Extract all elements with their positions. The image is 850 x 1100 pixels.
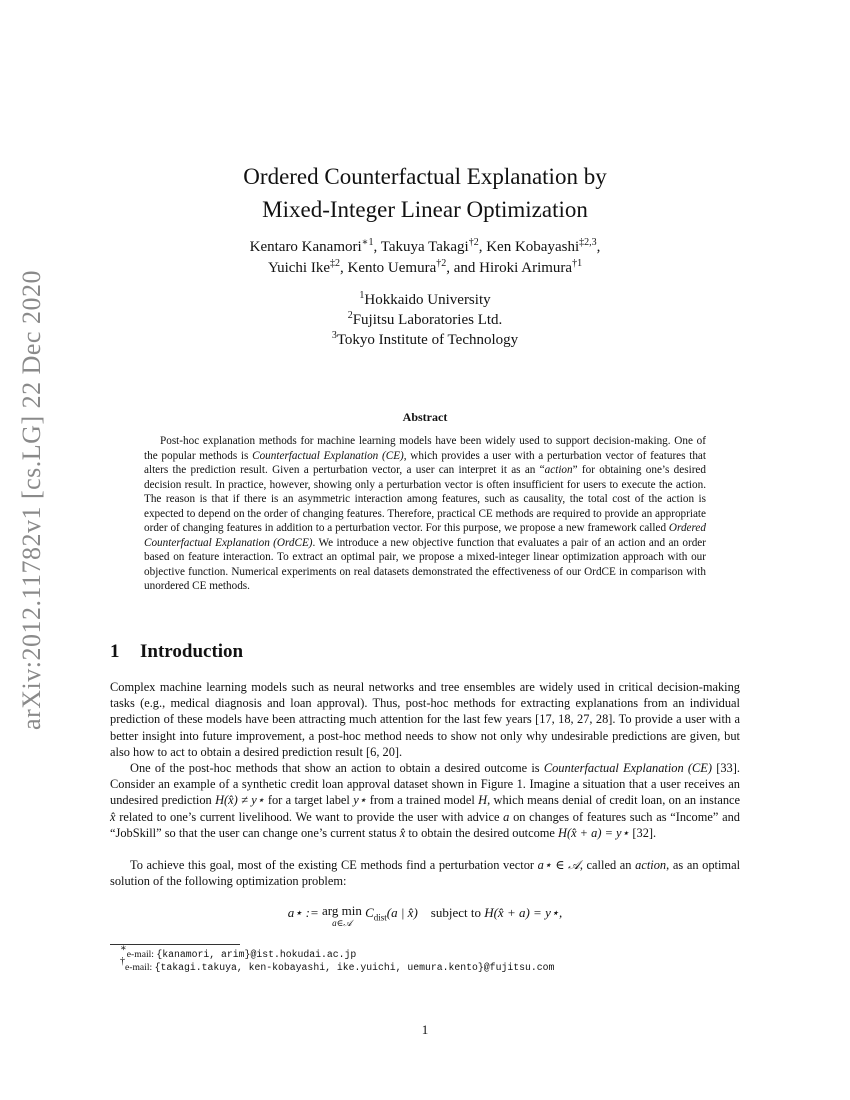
text-run: , as an optimal solution of the following optimization problem: — [110, 858, 741, 889]
author-mark: †1 — [572, 258, 583, 269]
author-list — [110, 237, 740, 279]
section-heading — [110, 641, 243, 663]
text-run: , called an — [579, 858, 636, 872]
text-run: on changes of features such as “Income” and “JobSkill” so that the user can change one’s current status — [110, 809, 741, 840]
eq-argmin — [322, 905, 362, 929]
text-run: [33]. Consider an example of a synthetic credit loan approval dataset shown in Figure 1. Imagine a situation that a user receives an undesired prediction — [110, 761, 740, 808]
title-line-2: Mixed-Integer Linear Optimization — [262, 197, 588, 222]
footnote-label: e-mail: — [125, 962, 155, 973]
abstract-heading: Abstract — [402, 410, 448, 424]
optimization-equation — [110, 905, 740, 929]
affiliation-num: 3 — [331, 330, 337, 341]
author-line-2: Yuichi Ike$^{\ddagger 2}$, Kento Uemura$^{\dagger 2}$, and Hiroki Arimura$^{\dagger 1}$ — [267, 258, 583, 276]
affiliation-num: 1 — [359, 290, 365, 301]
title-line-1: Ordered Counterfactual Explanation by — [243, 164, 607, 189]
text-run: , which means denial of credit loan, on an instance — [487, 793, 741, 808]
footnote-rule — [110, 944, 240, 945]
footnote-mark: ∗ — [120, 943, 127, 954]
footnote-label: e-mail: — [126, 949, 157, 960]
author-mark: ‡2 — [330, 258, 341, 269]
abstract-term: Ordered Counterfactual Explanation (OrdCE) — [144, 522, 706, 549]
abstract-part: ” for obtaining one’s desired decision result. In practice, however, showing only a perturbation vector is often insufficient for users to execute the action. The reason is that if there is an asymmetric interaction among features, such as causality, the total cost of the action is expected to depend on the order of changing features. Therefore, practical CE methods are required to provide an appropriate order of changing features in addition to a perturbation vector. For this purpose, we propose a new framework called — [144, 464, 706, 534]
abstract-term: Counterfactual Explanation (CE) — [252, 449, 404, 462]
abstract-part: , which provides a user with a perturbation vector of features that alters the prediction result. Given a perturbation vector, a user can interpret it as an “ — [144, 449, 706, 476]
text-run: One of the post-hoc methods that show an action to obtain a desired outcome is — [130, 761, 544, 775]
author-name: Ken Kobayashi — [486, 239, 580, 255]
author-name: Kentaro Kanamori — [249, 239, 362, 255]
text-run: to obtain the desired outcome — [405, 825, 559, 840]
eq-op-text: arg min — [321, 903, 362, 918]
author-name: Hiroki Arimura — [479, 260, 573, 276]
eq-lhs: a⋆ := — [287, 905, 322, 920]
intro-paragraph-1: Complex machine learning models such as neural networks and tree ensembles are widely used in critical decision-making tasks (e.g., medical diagnosis and loan approval). Thus, post-hoc methods for extracting explanations from an individual prediction of these models have been attracting much attention for the last few years [17, 18, 27, 28]. To provide a user with a better insight into future improvement, a post-hoc method needs to show not only why undesirable predictions are given, but also how to act to obtain a desired prediction result [6, 20]. — [110, 680, 740, 759]
math: x̂ — [399, 825, 406, 840]
eq-constraint: H(x̂ + a) = y⋆, — [484, 905, 563, 920]
author-line-1: Kentaro Kanamori$^{∗1}$, Takuya Takagi$^{\dagger 2}$, Ken Kobayashi$^{\ddagger 2,3}$, — [249, 237, 601, 255]
author-name: Kento Uemura — [347, 260, 437, 276]
affiliation — [110, 330, 740, 350]
eq-constraint-text: subject to — [430, 905, 485, 920]
section-number: 1 — [110, 641, 120, 662]
math: y⋆ — [353, 793, 367, 808]
affiliation-num: 2 — [347, 310, 353, 321]
affiliation — [110, 310, 740, 330]
math: x̂ — [110, 809, 116, 824]
abstract-part: Post-hoc explanation methods for machine learning models have been widely used to support decision-making. One of the popular methods is — [144, 435, 706, 462]
footnote-email: {takagi.takuya, ken-kobayashi, ike.yuichi, uemura.kento}@fujitsu.com — [154, 962, 555, 973]
math: H(x̂ + a) = y⋆ — [558, 825, 630, 840]
intro-paragraph-2 — [110, 760, 740, 841]
affiliation-name: Hokkaido University — [364, 292, 491, 308]
text-run: To achieve this goal, most of the existing CE methods find a perturbation vector — [130, 858, 538, 872]
author-mark: †2 — [436, 258, 447, 269]
arxiv-id: arXiv:2012.11782v1 [cs.LG] 22 Dec 2020 — [17, 270, 46, 730]
abstract-text — [144, 434, 706, 594]
footnote-mark: † — [120, 956, 125, 967]
eq-objective-arg: (a | x̂) — [386, 905, 418, 920]
abstract-term: action — [544, 464, 573, 476]
author-mark: ∗1 — [361, 237, 374, 248]
affiliation-list — [110, 290, 740, 350]
footnote — [120, 956, 555, 974]
math: a — [503, 809, 510, 824]
affiliation-name: Tokyo Institute of Technology — [336, 332, 519, 348]
footnote — [120, 943, 554, 961]
eq-objective: C — [361, 905, 374, 920]
footnote-email: {kanamori, arim}@ist.hokudai.ac.jp — [156, 949, 357, 960]
term: action — [635, 858, 667, 872]
author-name: Takuya Takagi — [380, 239, 469, 255]
text-run: related to one’s current livelihood. We want to provide the user with advice — [115, 809, 504, 824]
arxiv-sidebar-stamp — [3, 270, 61, 730]
affiliation-name: Fujitsu Laboratories Ltd. — [352, 312, 503, 328]
author-name: Yuichi Ike — [267, 260, 331, 276]
text-run: from a trained model — [366, 793, 479, 808]
paper-title — [110, 160, 740, 226]
text-run: for a target label — [264, 793, 354, 808]
math: H — [478, 793, 488, 808]
abstract-part: . We introduce a new objective function that evaluates a pair of an action and an order based on feature interaction. To extract an optimal pair, we propose a mixed-integer linear optimization approach with our objective function. Numerical experiments on real datasets demonstrated the effectiveness of our OrdCE in comparison with unordered CE methods. — [144, 536, 706, 592]
page-number: 1 — [421, 1022, 429, 1037]
term: Counterfactual Explanation (CE) — [543, 761, 712, 775]
affiliation — [110, 290, 740, 310]
eq-op-sub: a∈𝒜 — [332, 918, 352, 928]
math: H(x̂) ≠ y⋆ — [215, 793, 265, 808]
section-title: Introduction — [140, 641, 244, 662]
footnotes — [120, 943, 555, 974]
eq-objective-sub: dist — [373, 912, 387, 923]
intro-paragraph-3 — [110, 857, 740, 889]
author-mark: ‡2,3 — [579, 237, 597, 248]
author-mark: †2 — [468, 237, 479, 248]
math: a⋆ ∈ 𝒜 — [537, 858, 580, 872]
text-run: [32]. — [629, 825, 657, 840]
